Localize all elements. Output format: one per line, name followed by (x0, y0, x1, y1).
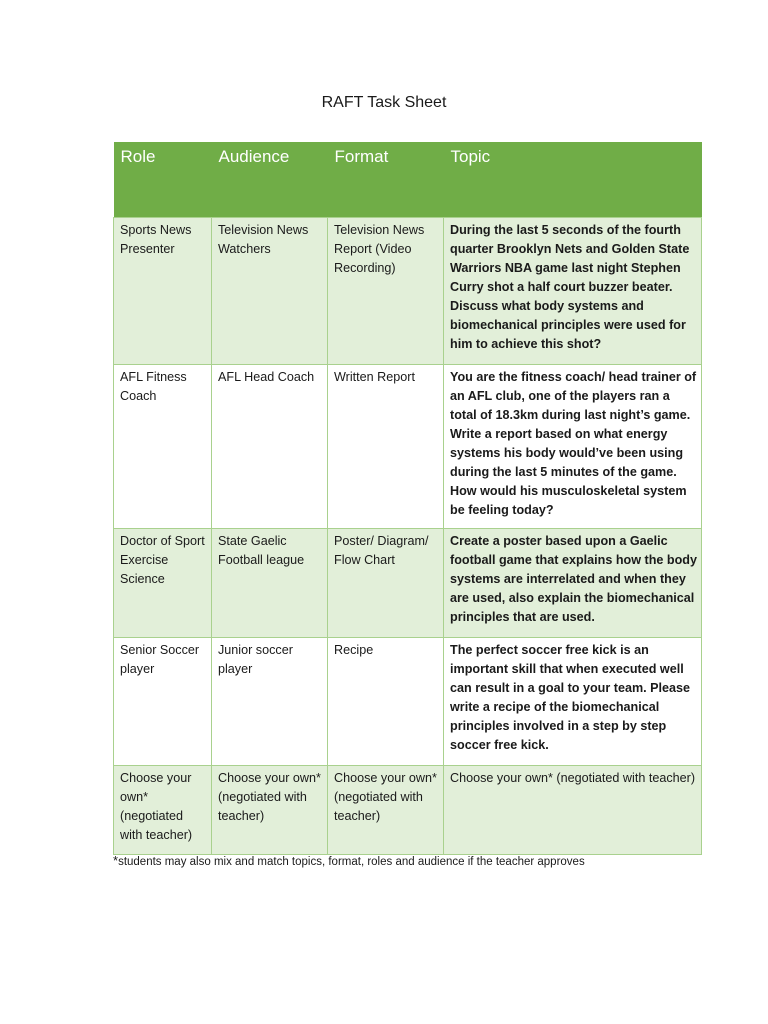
raft-table (113, 142, 702, 855)
page-title: RAFT Task Sheet (321, 94, 447, 111)
topic-cell: The perfect soccer free kick is an important skill that when executed well can result in a goal to your team. Please write a recipe of the biomechanical principles involved in a step by step soccer free kick. (444, 638, 702, 766)
table-row (114, 218, 702, 365)
header-topic: Topic (444, 142, 702, 218)
header-row (114, 142, 702, 218)
table-row (114, 529, 702, 638)
header-audience: Audience (212, 142, 328, 218)
role-cell: AFL Fitness Coach (114, 365, 212, 529)
topic-cell: During the last 5 seconds of the fourth quarter Brooklyn Nets and Golden State Warriors NBA game last night Stephen Curry shot a half court buzzer beater. Discuss what body systems and biomechanical principles were used for him to achieve this shot? (444, 218, 702, 365)
role-cell: Sports News Presenter (114, 218, 212, 365)
table-row (114, 766, 702, 855)
topic-cell: Create a poster based upon a Gaelic football game that explains how the body systems are interrelated and when they are used, also explain the biomechanical principles that are used. (444, 529, 702, 638)
footnote-text: students may also mix and match topics, format, roles and audience if the teacher approves (118, 856, 585, 868)
audience-cell: AFL Head Coach (212, 365, 328, 529)
format-cell: Choose your own* (negotiated with teacher) (328, 766, 444, 855)
format-cell: Recipe (328, 638, 444, 766)
format-cell: Television News Report (Video Recording) (328, 218, 444, 365)
audience-cell: Junior soccer player (212, 638, 328, 766)
header-format: Format (328, 142, 444, 218)
header-role: Role (114, 142, 212, 218)
format-cell: Poster/ Diagram/ Flow Chart (328, 529, 444, 638)
audience-cell: Choose your own* (negotiated with teacher) (212, 766, 328, 855)
format-cell: Written Report (328, 365, 444, 529)
table-row (114, 365, 702, 529)
role-cell: Doctor of Sport Exercise Science (114, 529, 212, 638)
topic-cell: You are the fitness coach/ head trainer of an AFL club, one of the players ran a total of 18.3km during last night’s game. Write a report based on what energy systems his body would’ve been using during the last 5 minutes of the game. How would his musculoskeletal system be feeling today? (444, 365, 702, 529)
role-cell: Choose your own* (negotiated with teacher) (114, 766, 212, 855)
audience-cell: State Gaelic Football league (212, 529, 328, 638)
role-cell: Senior Soccer player (114, 638, 212, 766)
footnote (113, 853, 585, 868)
topic-cell: Choose your own* (negotiated with teacher) (444, 766, 702, 855)
footnote-asterisk: * (113, 853, 119, 868)
audience-cell: Television News Watchers (212, 218, 328, 365)
table-row (114, 638, 702, 766)
